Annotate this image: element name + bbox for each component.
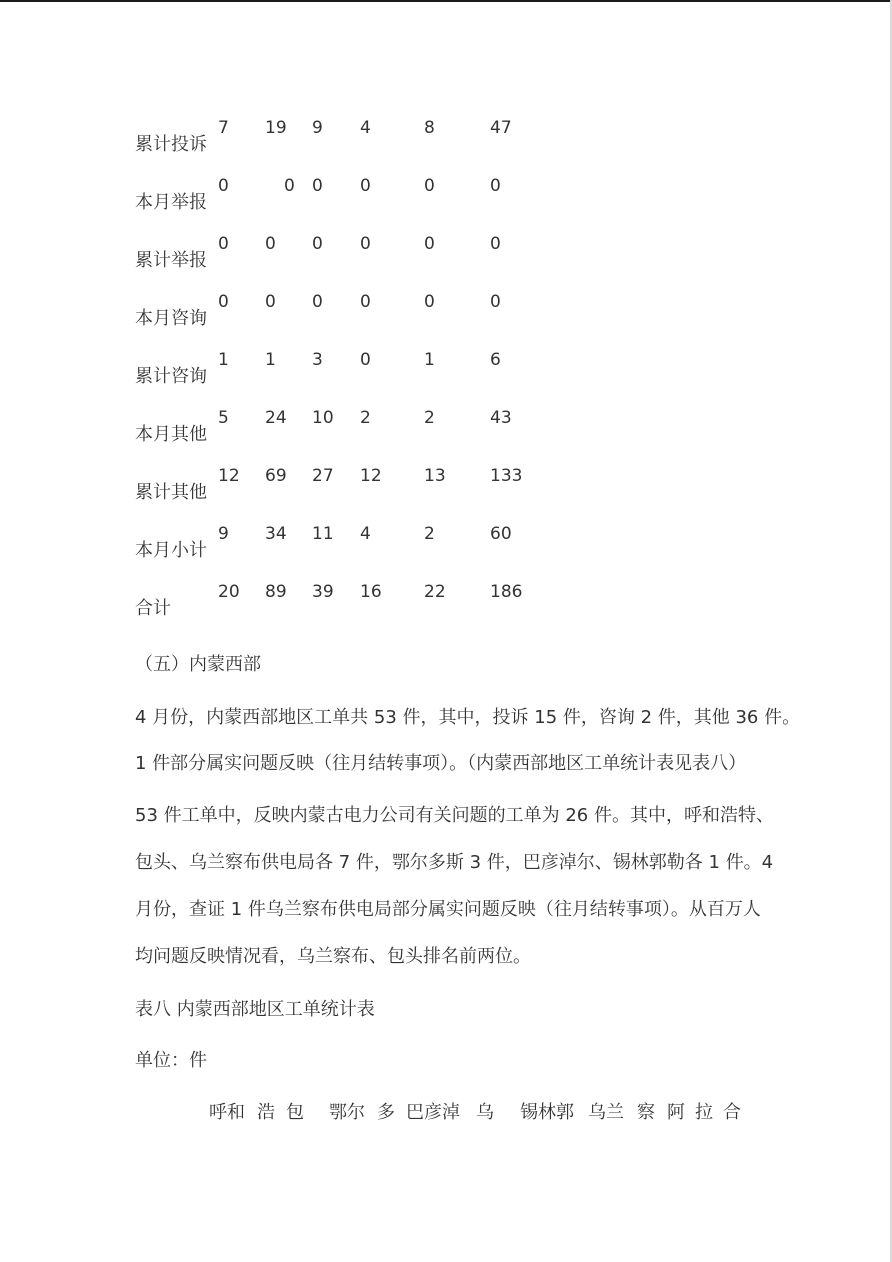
table8-header-row xyxy=(0,1098,892,1124)
column-header: 巴彦淖 xyxy=(406,1102,460,1123)
table-cell: 19 xyxy=(265,118,287,138)
table-cell: 0 xyxy=(284,176,295,196)
column-header: 呼和 xyxy=(209,1102,245,1123)
paragraph-line: 月份，查证 1 件乌兰察布供电局部分属实问题反映（往月结转事项）。从百万人 xyxy=(135,899,761,920)
table-row xyxy=(0,292,892,350)
table-cell: 0 xyxy=(490,234,501,254)
table-cell: 34 xyxy=(265,524,287,544)
table-cell: 2 xyxy=(424,524,435,544)
table-cell: 16 xyxy=(360,582,382,602)
table-cell: 1 xyxy=(218,350,229,370)
table-cell: 9 xyxy=(312,118,323,138)
table-cell: 0 xyxy=(312,176,323,196)
table-cell: 27 xyxy=(312,466,334,486)
table-row xyxy=(0,350,892,408)
table-cell: 60 xyxy=(490,524,512,544)
paragraph-line: 1 件部分属实问题反映（往月结转事项）。（内蒙西部地区工单统计表见表八） xyxy=(135,753,747,774)
table-cell: 5 xyxy=(218,408,229,428)
table-cell: 1 xyxy=(424,350,435,370)
row-label: 本月举报 xyxy=(135,192,207,213)
table-cell: 7 xyxy=(218,118,229,138)
column-header: 包 xyxy=(286,1102,304,1123)
row-label: 合计 xyxy=(135,598,171,619)
row-label: 累计其他 xyxy=(135,482,207,503)
column-header: 多 xyxy=(377,1102,395,1123)
paragraph-line: 53 件工单中，反映内蒙古电力公司有关问题的工单为 26 件。其中，呼和浩特、 xyxy=(135,805,774,826)
table-cell: 0 xyxy=(360,234,371,254)
row-label: 累计举报 xyxy=(135,250,207,271)
table-cell: 12 xyxy=(360,466,382,486)
column-header: 锡林郭 xyxy=(520,1102,574,1123)
column-header: 合 xyxy=(723,1102,741,1123)
table-cell: 2 xyxy=(360,408,371,428)
table-cell: 3 xyxy=(312,350,323,370)
column-header: 阿 xyxy=(667,1102,685,1123)
table-cell: 11 xyxy=(312,524,334,544)
table-cell: 10 xyxy=(312,408,334,428)
table-cell: 0 xyxy=(312,234,323,254)
column-header: 乌 xyxy=(476,1102,494,1123)
table-cell: 0 xyxy=(218,292,229,312)
table-cell: 47 xyxy=(490,118,512,138)
table-row xyxy=(0,408,892,466)
table-cell: 0 xyxy=(424,176,435,196)
table-row xyxy=(0,466,892,524)
table-row xyxy=(0,234,892,292)
table-cell: 24 xyxy=(265,408,287,428)
row-label: 本月其他 xyxy=(135,424,207,445)
table-cell: 20 xyxy=(218,582,240,602)
table-cell: 9 xyxy=(218,524,229,544)
table-cell: 8 xyxy=(424,118,435,138)
table-cell: 13 xyxy=(424,466,446,486)
row-label: 本月小计 xyxy=(135,540,207,561)
table-cell: 89 xyxy=(265,582,287,602)
table-cell: 2 xyxy=(424,408,435,428)
table-cell: 4 xyxy=(360,118,371,138)
table-cell: 0 xyxy=(360,292,371,312)
table-cell: 12 xyxy=(218,466,240,486)
table-title: 表八 内蒙西部地区工单统计表 xyxy=(135,999,375,1020)
paragraph-line: 均问题反映情况看，乌兰察布、包头排名前两位。 xyxy=(135,946,531,967)
paragraph-line: 4 月份，内蒙西部地区工单共 53 件，其中，投诉 15 件，咨询 2 件，其他 36 件。 xyxy=(135,707,801,728)
unit-label: 单位：件 xyxy=(135,1050,207,1071)
column-header: 浩 xyxy=(257,1102,275,1123)
table-cell: 4 xyxy=(360,524,371,544)
top-border xyxy=(0,0,892,2)
table-cell: 39 xyxy=(312,582,334,602)
table-cell: 22 xyxy=(424,582,446,602)
table-cell: 0 xyxy=(218,234,229,254)
table-cell: 0 xyxy=(424,292,435,312)
table-cell: 0 xyxy=(490,176,501,196)
paragraph-line: 包头、乌兰察布供电局各 7 件，鄂尔多斯 3 件，巴彦淖尔、锡林郭勒各 1 件。4 xyxy=(135,852,774,873)
row-label: 本月咨询 xyxy=(135,308,207,329)
column-header: 拉 xyxy=(695,1102,713,1123)
column-header: 察 xyxy=(637,1102,655,1123)
table-cell: 0 xyxy=(360,176,371,196)
table-cell: 0 xyxy=(265,292,276,312)
table-cell: 133 xyxy=(490,466,523,486)
section-heading: （五）内蒙西部 xyxy=(135,654,261,675)
table-cell: 0 xyxy=(265,234,276,254)
table-row xyxy=(0,118,892,176)
table-row xyxy=(0,176,892,234)
table-cell: 6 xyxy=(490,350,501,370)
table-cell: 186 xyxy=(490,582,523,602)
table-row xyxy=(0,524,892,582)
table-cell: 0 xyxy=(490,292,501,312)
table-cell: 0 xyxy=(360,350,371,370)
table-cell: 0 xyxy=(424,234,435,254)
table-row xyxy=(0,582,892,640)
column-header: 鄂尔 xyxy=(329,1102,365,1123)
table-cell: 0 xyxy=(312,292,323,312)
table-cell: 1 xyxy=(265,350,276,370)
table-cell: 0 xyxy=(218,176,229,196)
table-cell: 69 xyxy=(265,466,287,486)
table-cell: 43 xyxy=(490,408,512,428)
row-label: 累计咨询 xyxy=(135,366,207,387)
row-label: 累计投诉 xyxy=(135,134,207,155)
column-header: 乌兰 xyxy=(588,1102,624,1123)
